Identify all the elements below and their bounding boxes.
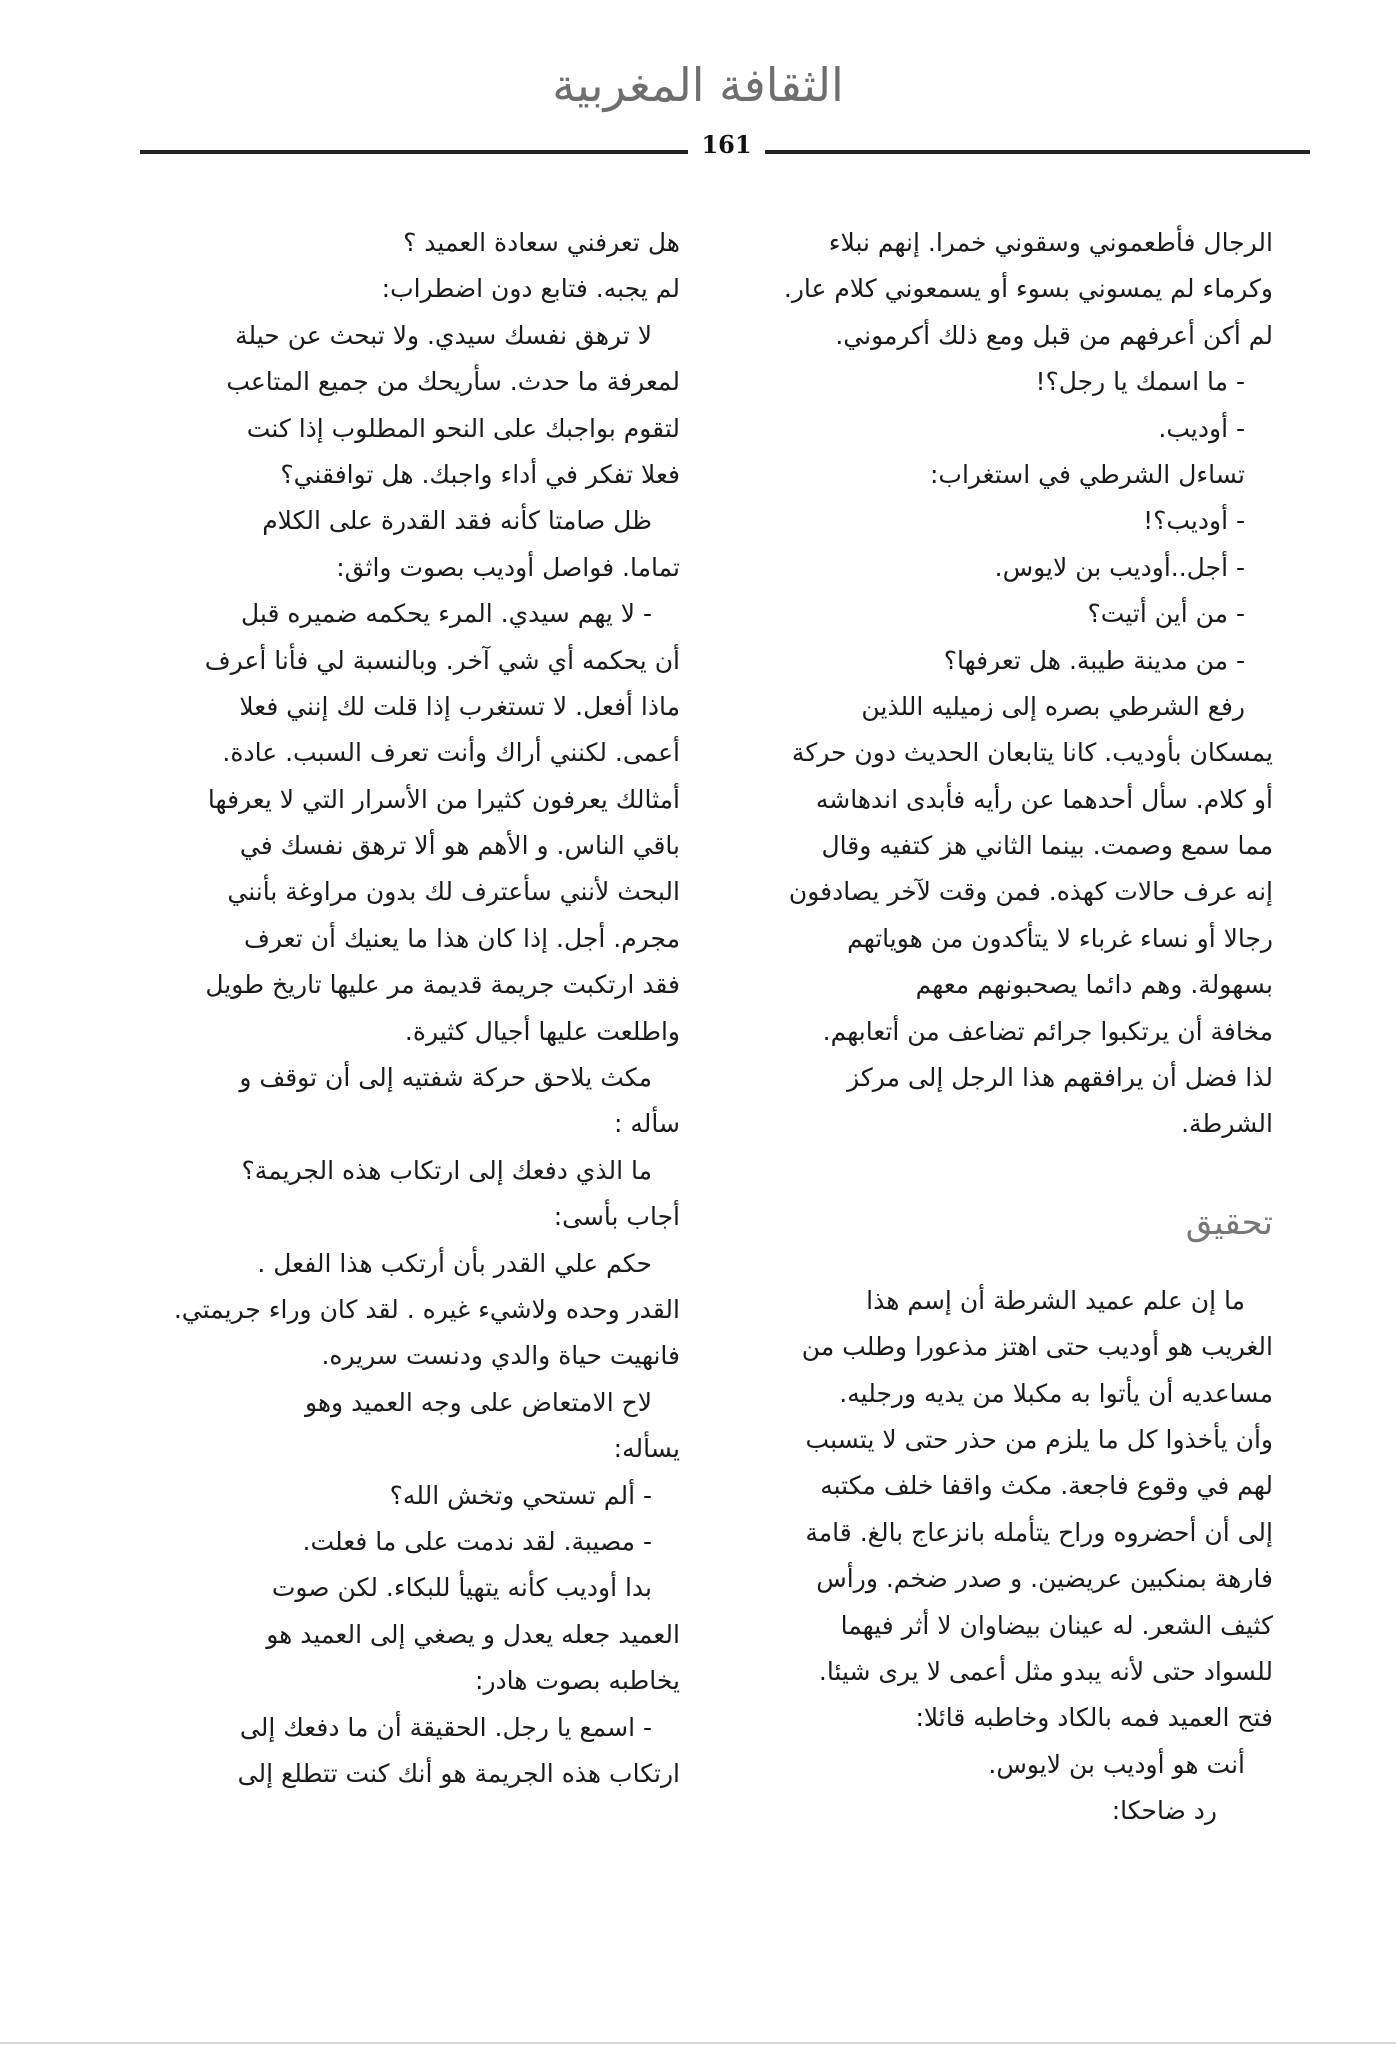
text-line: وأن يأخذوا كل ما يلزم من حذر حتى لا يتسبب [805,1424,1273,1454]
text-line: رد ضاحكا: [1111,1796,1217,1826]
text-line: لا ترهق نفسك سيدي. ولا تبحث عن حيلة [235,320,652,350]
text-line: يسأله: [613,1434,680,1464]
text-line: - من أين أتيت؟ [1087,599,1245,629]
text-line: مجرم. أجل. إذا كان هذا ما يعنيك أن تعرف [244,923,680,953]
text-line: مساعديه أن يأتوا به مكبلا من يديه ورجليه. [839,1378,1273,1408]
section-heading: تحقيق [1185,1202,1273,1243]
text-line: - أوديب؟! [1143,506,1245,536]
text-line: لمعرفة ما حدث. سأريحك من جميع المتاعب [226,367,680,397]
text-line: إنه عرف حالات كهذه. فمن وقت لآخر يصادفون [788,877,1273,907]
text-line: فتح العميد فمه بالكاد وخاطبه قائلا: [915,1703,1273,1733]
text-line: تماما. فواصل أوديب بصوت واثق: [336,552,680,582]
text-line: - اسمع يا رجل. الحقيقة أن ما دفعك إلى [239,1712,652,1742]
right-column [748,220,1273,1835]
text-line: لتقوم بواجبك على النحو المطلوب إذا كنت [246,413,680,443]
text-line: العميد جعله يعدل و يصغي إلى العميد هو [266,1619,680,1649]
text-line: - مصيبة. لقد ندمت على ما فعلت. [302,1526,652,1556]
text-line: الرجال فأطعموني وسقوني خمرا. إنهم نبلاء [828,228,1273,257]
text-line: رفع الشرطي بصره إلى زميليه اللذين [861,691,1245,721]
text-line: يخاطبه بصوت هادر: [475,1666,680,1696]
text-line: ظل صامتا كأنه فقد القدرة على الكلام [262,506,652,536]
text-line: رجالا أو نساء غرباء لا يتأكدون من هوياتهم [847,923,1273,953]
text-line: يمسكان بأوديب. كانا يتابعان الحديث دون حركة [791,738,1273,768]
left-column [140,220,680,1797]
text-line: ما الذي دفعك إلى ارتكاب هذه الجريمة؟ [241,1155,652,1185]
text-line: مكث يلاحق حركة شفتيه إلى أن توقف و [239,1063,652,1093]
text-line: وكرماء لم يمسوني بسوء أو يسمعوني كلام عار. [783,274,1273,304]
text-line: القدر وحده ولاشيء غيره . لقد كان وراء جريمتي. [173,1294,680,1324]
text-line: أن يحكمه أي شي آخر. وبالنسبة لي فأنا أعرف [204,645,680,675]
text-line: - ما اسمك يا رجل؟! [1035,367,1245,397]
text-line: ارتكاب هذه الجريمة هو أنك كنت تتطلع إلى [237,1758,680,1788]
text-line: بسهولة. وهم دائما يصحبونهم معهم [915,970,1273,1000]
text-line: مما سمع وصمت. بينما الثاني هز كتفيه وقال [821,831,1273,861]
text-line: واطلعت عليها أجيال كثيرة. [404,1016,680,1046]
text-line: حكم علي القدر بأن أرتكب هذا الفعل . [257,1248,652,1278]
text-line: - أوديب. [1158,413,1245,443]
text-line: كثيف الشعر. له عينان بيضاوان لا أثر فيهما [840,1610,1273,1640]
text-line: تساءل الشرطي في استغراب: [929,459,1245,489]
text-line: البحث لأنني سأعترف لك بدون مراوغة بأنني [227,877,680,907]
text-line: أمثالك يعرفون كثيرا من الأسرار التي لا يعرفها [207,784,680,814]
text-line: فقد ارتكبت جريمة قديمة مر عليها تاريخ طويل [205,970,680,1000]
text-line: أعمى. لكنني أراك وأنت تعرف السبب. عادة. [222,738,680,768]
text-line: باقي الناس. و الأهم هو ألا ترهق نفسك في [239,831,680,861]
text-line: إلى أن أحضروه وراح يتأمله بانزعاج بالغ. قامة [805,1517,1273,1547]
journal-title: الثقافة المغربية [552,58,844,112]
header-rule-left [140,150,688,154]
text-line: لهم في وقوع فاجعة. مكث واقفا خلف مكتبه [820,1471,1273,1501]
text-line: الغريب هو أوديب حتى اهتز مذعورا وطلب من [801,1332,1273,1362]
text-line: ماذا أفعل. لا تستغرب إذا قلت لك إنني فعلا [239,691,680,721]
text-line: لم يجبه. فتابع دون اضطراب: [381,274,680,304]
text-line: فارهة بمنكبين عريضين. و صدر ضخم. ورأس [816,1564,1273,1594]
text-line: - من مدينة طيبة. هل تعرفها؟ [943,645,1245,675]
text-line: - ألم تستحي وتخش الله؟ [389,1480,652,1510]
text-line: فعلا تفكر في أداء واجبك. هل توافقني؟ [280,459,680,489]
header-rule-right [765,150,1310,154]
text-line: هل تعرفني سعادة العميد ؟ [403,228,680,257]
text-line: لم أكن أعرفهم من قبل ومع ذلك أكرموني. [835,320,1273,350]
text-line: - أجل..أوديب بن لايوس. [994,552,1245,582]
text-line: فانهيت حياة والدي ودنست سريره. [321,1341,680,1371]
bottom-edge-line [0,2042,1396,2044]
text-line: للسواد حتى لأنه يبدو مثل أعمى لا يرى شيئا. [818,1656,1273,1686]
text-line: - لا يهم سيدي. المرء يحكمه ضميره قبل [240,599,652,629]
text-line: بدا أوديب كأنه يتهيأ للبكاء. لكن صوت [271,1573,652,1603]
text-line: لاح الامتعاض على وجه العميد وهو [304,1387,652,1417]
text-line: أو كلام. سأل أحدهما عن رأيه فأبدى اندهاشه [815,784,1273,814]
text-line: الشرطة. [1181,1109,1273,1139]
text-line: لذا فضل أن يرافقهم هذا الرجل إلى مركز [847,1063,1273,1093]
page-number: 161 [701,130,752,159]
text-line: سأله : [614,1109,680,1139]
text-line: ما إن علم عميد الشرطة أن إسم هذا [866,1285,1245,1315]
text-line: أجاب بأسى: [553,1202,680,1232]
text-line: مخافة أن يرتكبوا جرائم تضاعف من أتعابهم. [822,1016,1273,1046]
text-line: أنت هو أوديب بن لايوس. [988,1749,1245,1779]
